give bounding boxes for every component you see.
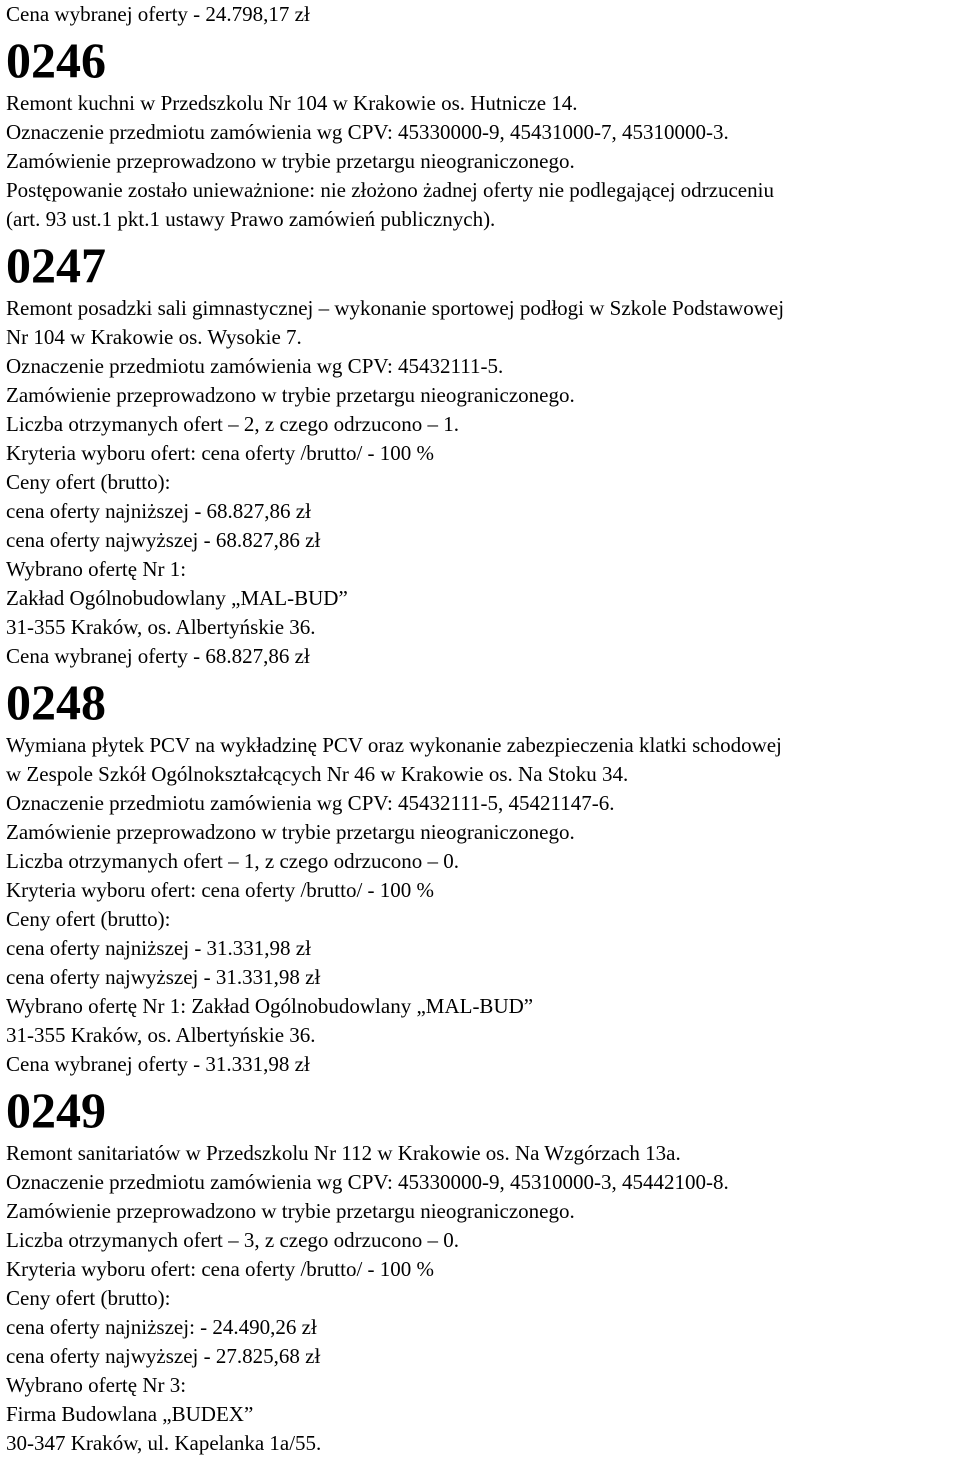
section-line: Cena wybranej oferty - 31.331,98 zł <box>6 1052 310 1076</box>
section-line: Zamówienie przeprowadzono w trybie przetargu nieograniczonego. <box>6 383 575 407</box>
section-line: Zakład Ogólnobudowlany „MAL-BUD” <box>6 586 348 610</box>
section-line: cena oferty najniższej - 68.827,86 zł <box>6 499 311 523</box>
section-line: Ceny ofert (brutto): <box>6 470 171 494</box>
section-line: cena oferty najniższej: - 24.490,26 zł <box>6 1315 317 1339</box>
section-line: Oznaczenie przedmiotu zamówienia wg CPV: 45432111-5, 45421147-6. <box>6 791 615 815</box>
section-line: Remont sanitariatów w Przedszkolu Nr 112 w Krakowie os. Na Wzgórzach 13a. <box>6 1141 681 1165</box>
section-line: cena oferty najwyższej - 68.827,86 zł <box>6 528 321 552</box>
section-line: Wybrano ofertę Nr 1: Zakład Ogólnobudowlany „MAL-BUD” <box>6 994 534 1018</box>
section-number: 0249 <box>6 1082 106 1138</box>
section-line: Zamówienie przeprowadzono w trybie przetargu nieograniczonego. <box>6 1199 575 1223</box>
tender-section-0247 <box>6 236 956 671</box>
intro-price-line: Cena wybranej oferty - 24.798,17 zł <box>6 2 310 26</box>
section-line: (art. 93 ust.1 pkt.1 ustawy Prawo zamówień publicznych). <box>6 207 496 231</box>
section-line: Zamówienie przeprowadzono w trybie przetargu nieograniczonego. <box>6 820 575 844</box>
section-line: Cena wybranej oferty - 68.827,86 zł <box>6 644 310 668</box>
section-line: Liczba otrzymanych ofert – 1, z czego odrzucono – 0. <box>6 849 460 873</box>
section-line: cena oferty najniższej - 31.331,98 zł <box>6 936 311 960</box>
section-line: Oznaczenie przedmiotu zamówienia wg CPV: 45330000-9, 45431000-7, 45310000-3. <box>6 120 729 144</box>
section-line: Firma Budowlana „BUDEX” <box>6 1402 254 1426</box>
section-line: 31-355 Kraków, os. Albertyńskie 36. <box>6 615 316 639</box>
tender-section-0249 <box>6 1081 956 1458</box>
tender-section-0248 <box>6 673 956 1079</box>
section-line: Remont posadzki sali gimnastycznej – wykonanie sportowej podłogi w Szkole Podstawowej <box>6 296 785 320</box>
section-line: Nr 104 w Krakowie os. Wysokie 7. <box>6 325 302 349</box>
section-line: Ceny ofert (brutto): <box>6 907 171 931</box>
section-line: Liczba otrzymanych ofert – 2, z czego odrzucono – 1. <box>6 412 460 436</box>
section-line: Wybrano ofertę Nr 3: <box>6 1373 187 1397</box>
section-line: w Zespole Szkół Ogólnokształcących Nr 46 w Krakowie os. Na Stoku 34. <box>6 762 629 786</box>
section-number: 0247 <box>6 237 106 293</box>
section-line: Remont kuchni w Przedszkolu Nr 104 w Krakowie os. Hutnicze 14. <box>6 91 578 115</box>
document-page <box>6 0 956 1458</box>
section-line: 31-355 Kraków, os. Albertyńskie 36. <box>6 1023 316 1047</box>
section-line: cena oferty najwyższej - 31.331,98 zł <box>6 965 321 989</box>
section-line: 30-347 Kraków, ul. Kapelanka 1a/55. <box>6 1431 322 1455</box>
section-line: Postępowanie zostało unieważnione: nie złożono żadnej oferty nie podlegającej odrzuceniu <box>6 178 774 202</box>
tender-section-0246 <box>6 31 956 234</box>
section-line: Ceny ofert (brutto): <box>6 1286 171 1310</box>
section-line: Kryteria wyboru ofert: cena oferty /brutto/ - 100 % <box>6 1257 435 1281</box>
section-number: 0248 <box>6 674 106 730</box>
section-line: Oznaczenie przedmiotu zamówienia wg CPV: 45330000-9, 45310000-3, 45442100-8. <box>6 1170 729 1194</box>
section-line: Liczba otrzymanych ofert – 3, z czego odrzucono – 0. <box>6 1228 460 1252</box>
section-line: Zamówienie przeprowadzono w trybie przetargu nieograniczonego. <box>6 149 575 173</box>
section-line: Wybrano ofertę Nr 1: <box>6 557 187 581</box>
section-line: Kryteria wyboru ofert: cena oferty /brutto/ - 100 % <box>6 878 435 902</box>
section-number: 0246 <box>6 32 106 88</box>
section-line: cena oferty najwyższej - 27.825,68 zł <box>6 1344 321 1368</box>
section-line: Wymiana płytek PCV na wykładzinę PCV oraz wykonanie zabezpieczenia klatki schodowej <box>6 733 782 757</box>
section-line: Oznaczenie przedmiotu zamówienia wg CPV: 45432111-5. <box>6 354 504 378</box>
section-line: Kryteria wyboru ofert: cena oferty /brutto/ - 100 % <box>6 441 435 465</box>
